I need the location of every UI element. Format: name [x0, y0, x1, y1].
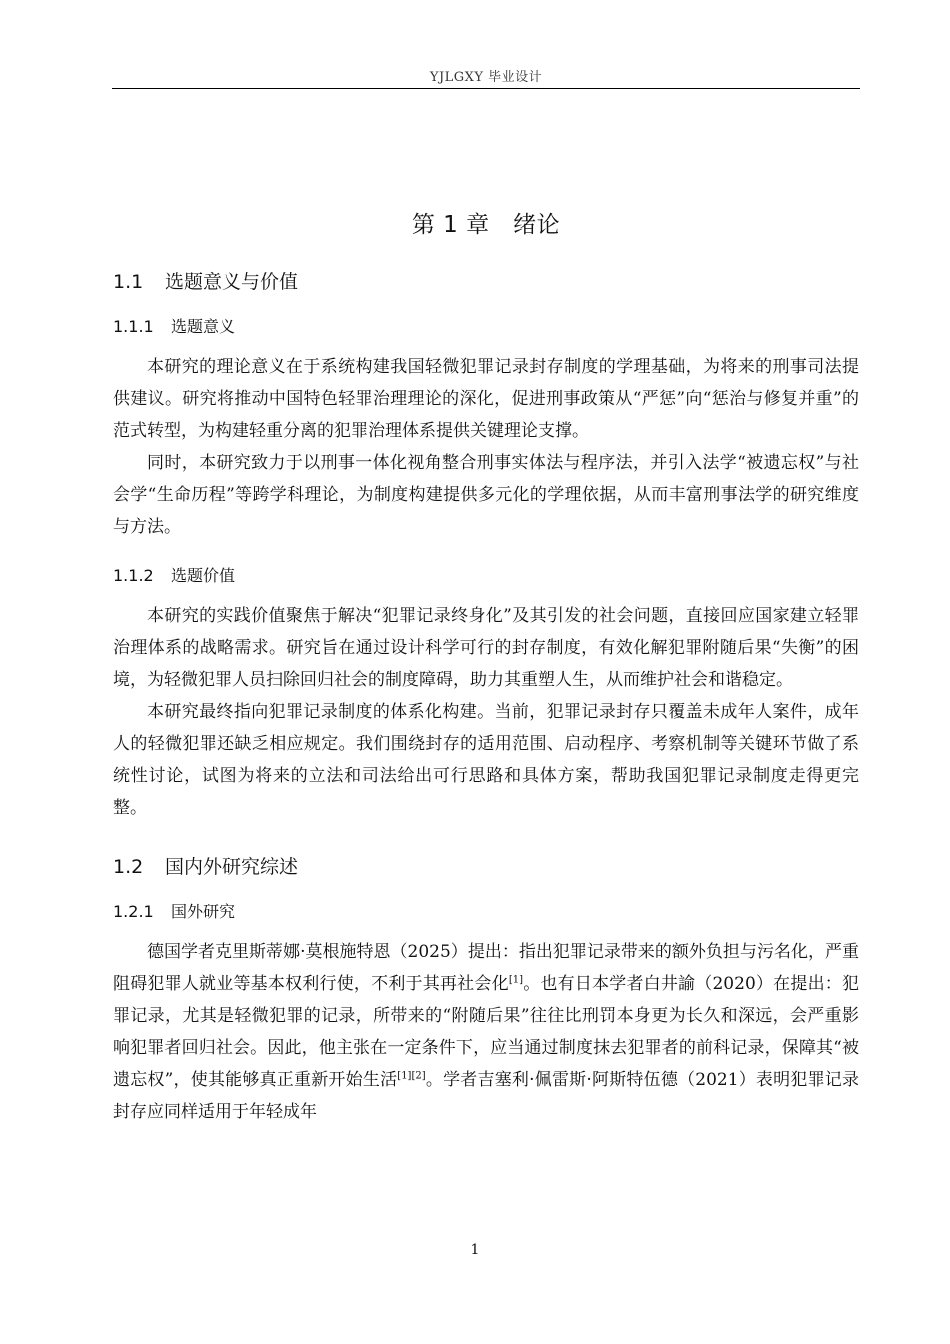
text-run: 。学者吉塞利·佩雷斯·阿斯特伍德（2021）表明犯罪记录封存应同样适用于年轻成年 — [113, 1070, 859, 1122]
running-header: YJLGXY 毕业设计 — [429, 70, 543, 85]
subsection-heading-1-2-1 — [113, 899, 859, 922]
section-number: 1.1 — [113, 271, 144, 293]
paragraph: 同时，本研究致力于以刑事一体化视角整合刑事实体法与程序法，并引入法学“被遗忘权”与社会学“生命历程”等跨学科理论，为制度构建提供多元化的学理依据，从而丰富刑事法学的研究维度与方法。 — [113, 453, 859, 537]
chapter-title: 第 1 章 绪论 — [411, 212, 561, 238]
section-heading-1-2 — [113, 852, 859, 879]
paragraph — [113, 936, 859, 1128]
section-number: 1.2 — [113, 856, 144, 878]
page-number: 1 — [470, 1242, 480, 1258]
citation-ref[interactable]: [1] — [508, 974, 523, 986]
subsection-title: 国外研究 — [171, 902, 236, 921]
text-run: 。也有日本学者白井諭（2020）在提出：犯罪记录，尤其是轻微犯罪的记录，所带来的“附随后果”往往比刑罚本身更为长久和深远，会严重影响犯罪者回归社会。因此，他主张在一定条件下，应当通过制度抹去犯罪者的前科记录，保障其“被遗忘权”，使其能够真正重新开始生活 — [113, 974, 860, 1090]
paragraph: 本研究的实践价值聚焦于解决“犯罪记录终身化”及其引发的社会问题，直接回应国家建立轻罪治理体系的战略需求。研究旨在通过设计科学可行的封存制度，有效化解犯罪附随后果“失衡”的困境，为轻微犯罪人员扫除回归社会的制度障碍，助力其重塑人生，从而维护社会和谐稳定。 — [113, 606, 859, 690]
section-heading-1-1 — [113, 267, 859, 294]
subsection-number: 1.1.1 — [113, 317, 154, 336]
subsection-heading-1-1-1 — [113, 314, 859, 337]
text-run: 德国学者克里斯蒂娜·莫根施特恩（2025）提出：指出犯罪记录带来的额外负担与污名化，严重阻碍犯罪人就业等基本权利行使，不利于其再社会化 — [113, 942, 859, 994]
paragraph: 本研究的理论意义在于系统构建我国轻微犯罪记录封存制度的学理基础，为将来的刑事司法提供建议。研究将推动中国特色轻罪治理理论的深化，促进刑事政策从“严惩”向“惩治与修复并重”的范式转型，为构建轻重分离的犯罪治理体系提供关键理论支撑。 — [113, 357, 859, 441]
page-body — [113, 200, 859, 1128]
citation-ref[interactable]: [2] — [411, 1070, 426, 1082]
section-title: 选题意义与价值 — [165, 271, 299, 293]
citation-ref[interactable]: [1] — [397, 1070, 412, 1082]
subsection-number: 1.2.1 — [113, 902, 154, 921]
subsection-number: 1.1.2 — [113, 566, 154, 585]
subsection-title: 选题意义 — [171, 317, 236, 336]
header-rule — [112, 88, 860, 89]
section-title: 国内外研究综述 — [165, 856, 299, 878]
paragraph: 本研究最终指向犯罪记录制度的体系化构建。当前，犯罪记录封存只覆盖未成年人案件，成年人的轻微犯罪还缺乏相应规定。我们围绕封存的适用范围、启动程序、考察机制等关键环节做了系统性讨论，试图为将来的立法和司法给出可行思路和具体方案，帮助我国犯罪记录制度走得更完整。 — [113, 702, 859, 818]
subsection-heading-1-1-2 — [113, 563, 859, 586]
subsection-title: 选题价值 — [171, 566, 236, 585]
